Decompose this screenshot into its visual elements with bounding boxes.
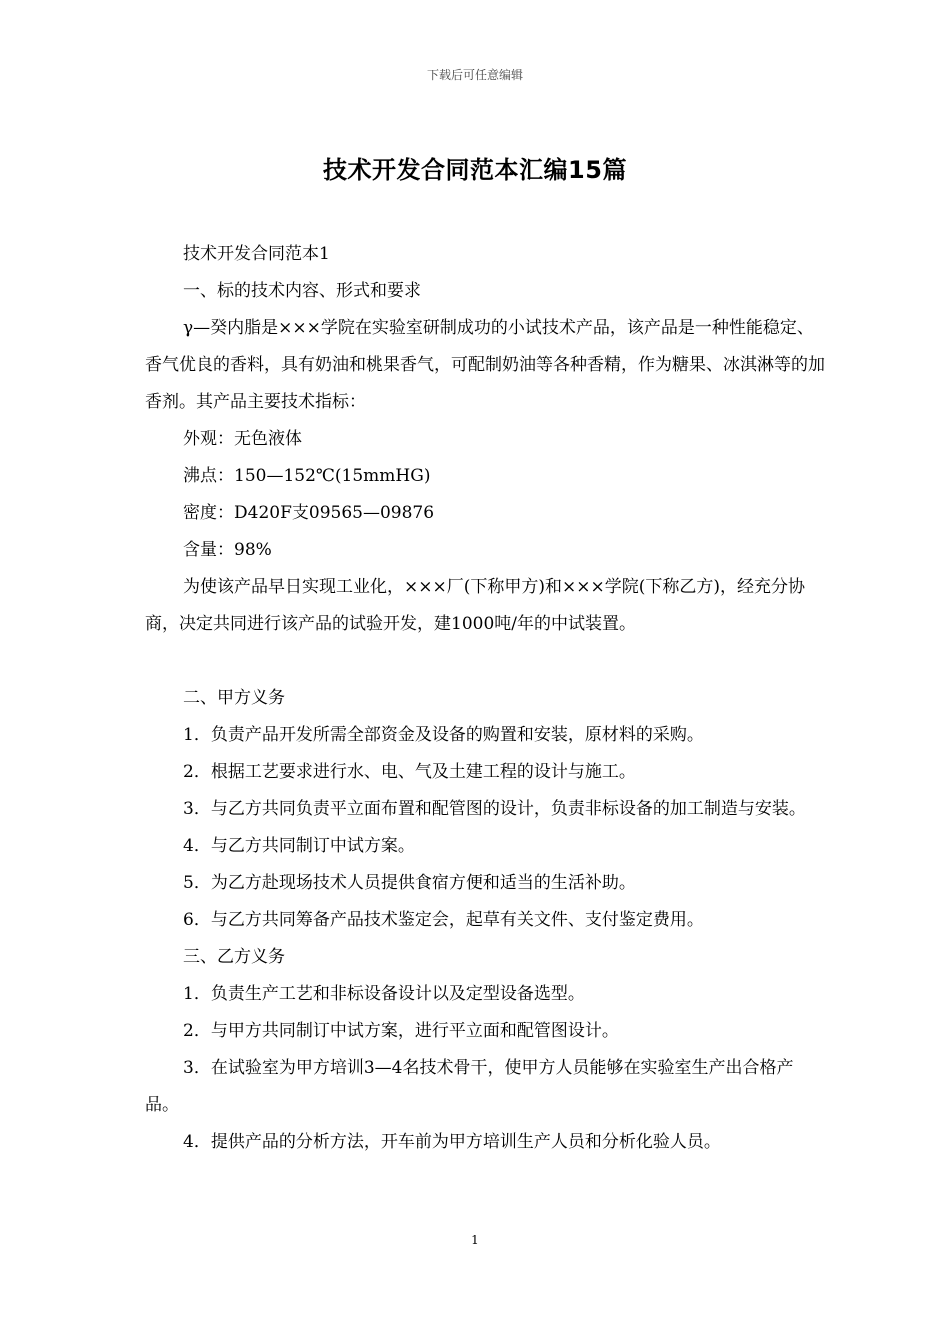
section-heading: 一、标的技术内容、形式和要求 — [183, 281, 421, 301]
spec-item: 沸点：150—152℃(15mmHG) — [183, 466, 431, 486]
spec-item: 外观：无色液体 — [183, 429, 302, 449]
list-item: 2．与甲方共同制订中试方案，进行平立面和配管图设计。 — [183, 1021, 619, 1041]
list-item: 4．提供产品的分析方法，开车前为甲方培训生产人员和分析化验人员。 — [183, 1132, 721, 1152]
section-heading: 三、乙方义务 — [183, 947, 285, 967]
list-item: 5．为乙方赴现场技术人员提供食宿方便和适当的生活补助。 — [183, 873, 636, 893]
blank-line — [145, 643, 825, 680]
document-body — [145, 236, 825, 1161]
list-item: 1．负责产品开发所需全部资金及设备的购置和安装，原材料的采购。 — [183, 725, 704, 745]
section-heading: 二、甲方义务 — [183, 688, 285, 708]
page-header-note: 下载后可任意编辑 — [426, 68, 523, 82]
paragraph: γ—癸内脂是×××学院在实验室研制成功的小试技术产品，该产品是一种性能稳定、香气优良的香料，具有奶油和桃果香气，可配制奶油等各种香精，作为糖果、冰淇淋等的加香剂。其产品主要技术指标： — [145, 318, 825, 412]
spec-item: 密度：D420F支09565—09876 — [183, 503, 435, 523]
list-item: 4．与乙方共同制订中试方案。 — [183, 836, 415, 856]
paragraph: 技术开发合同范本1 — [183, 244, 330, 264]
list-item: 2．根据工艺要求进行水、电、气及土建工程的设计与施工。 — [183, 762, 636, 782]
page-number: 1 — [471, 1233, 479, 1247]
list-item: 3．与乙方共同负责平立面布置和配管图的设计，负责非标设备的加工制造与安装。 — [183, 799, 806, 819]
spec-item: 含量：98% — [183, 540, 272, 560]
document-title: 技术开发合同范本汇编15篇 — [323, 156, 627, 184]
list-item: 6．与乙方共同筹备产品技术鉴定会，起草有关文件、支付鉴定费用。 — [183, 910, 704, 930]
list-item: 1．负责生产工艺和非标设备设计以及定型设备选型。 — [183, 984, 585, 1004]
list-item: 3．在试验室为甲方培训3—4名技术骨干，使甲方人员能够在实验室生产出合格产品。 — [145, 1058, 794, 1115]
paragraph: 为使该产品早日实现工业化，×××厂(下称甲方)和×××学院(下称乙方)，经充分协商，决定共同进行该产品的试验开发，建1000吨/年的中试装置。 — [145, 577, 805, 634]
